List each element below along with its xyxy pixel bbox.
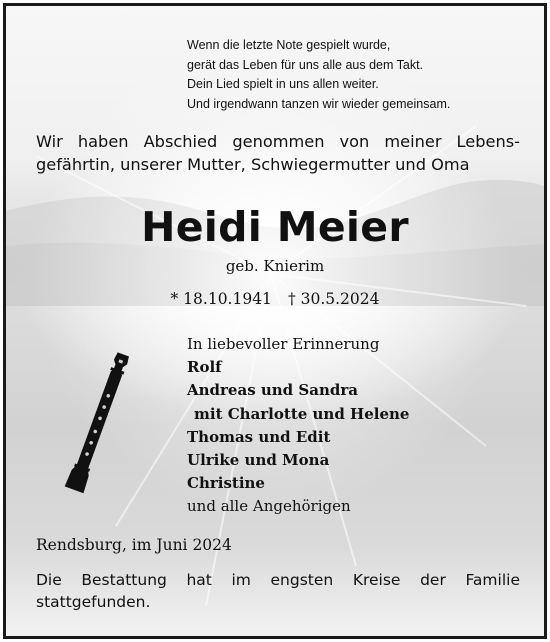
recorder-flute-icon (58, 344, 138, 504)
mourner-name: Thomas und Edit (187, 427, 331, 446)
death-date: † 30.5.2024 (287, 290, 380, 308)
mourners-closing: und alle Angehörigen (187, 497, 351, 516)
intro-line: gefährtin, unserer Mutter, Schwiegermutter und Oma (36, 155, 470, 174)
notice-line: Die Bestattung hat im engsten Kreise der Familie (36, 571, 520, 589)
place-date: Rendsburg, im Juni 2024 (36, 536, 232, 554)
mourner-name: Rolf (187, 358, 222, 377)
poem-line: gerät das Leben für uns alle aus dem Takt. (187, 57, 424, 72)
birth-date: * 18.10.1941 (170, 290, 272, 308)
mourner-name: Andreas und Sandra (187, 381, 358, 400)
deceased-name: Heidi Meier (141, 203, 409, 251)
intro-text (36, 130, 520, 176)
poem-line: Wenn die letzte Note gespielt wurde, (187, 38, 391, 52)
mourners-heading: In liebevoller Erinnerung (187, 335, 380, 353)
poem (187, 36, 450, 114)
funeral-notice (36, 569, 520, 613)
mourner-name: Christine (187, 474, 265, 493)
intro-line: Wir haben Abschied genommen von meiner Lebens- (36, 132, 520, 151)
obituary-card (3, 3, 547, 639)
notice-line: stattgefunden. (36, 593, 151, 611)
poem-line: Dein Lied spielt in uns allen weiter. (187, 77, 379, 91)
poem-line: Und irgendwann tanzen wir wieder gemeinsam. (187, 96, 451, 111)
mourners-list (187, 333, 409, 519)
mourner-name: mit Charlotte und Helene (194, 404, 410, 423)
mourner-name: Ulrike und Mona (187, 451, 330, 470)
life-dates (6, 288, 544, 310)
birth-name: geb. Knierim (225, 257, 325, 275)
